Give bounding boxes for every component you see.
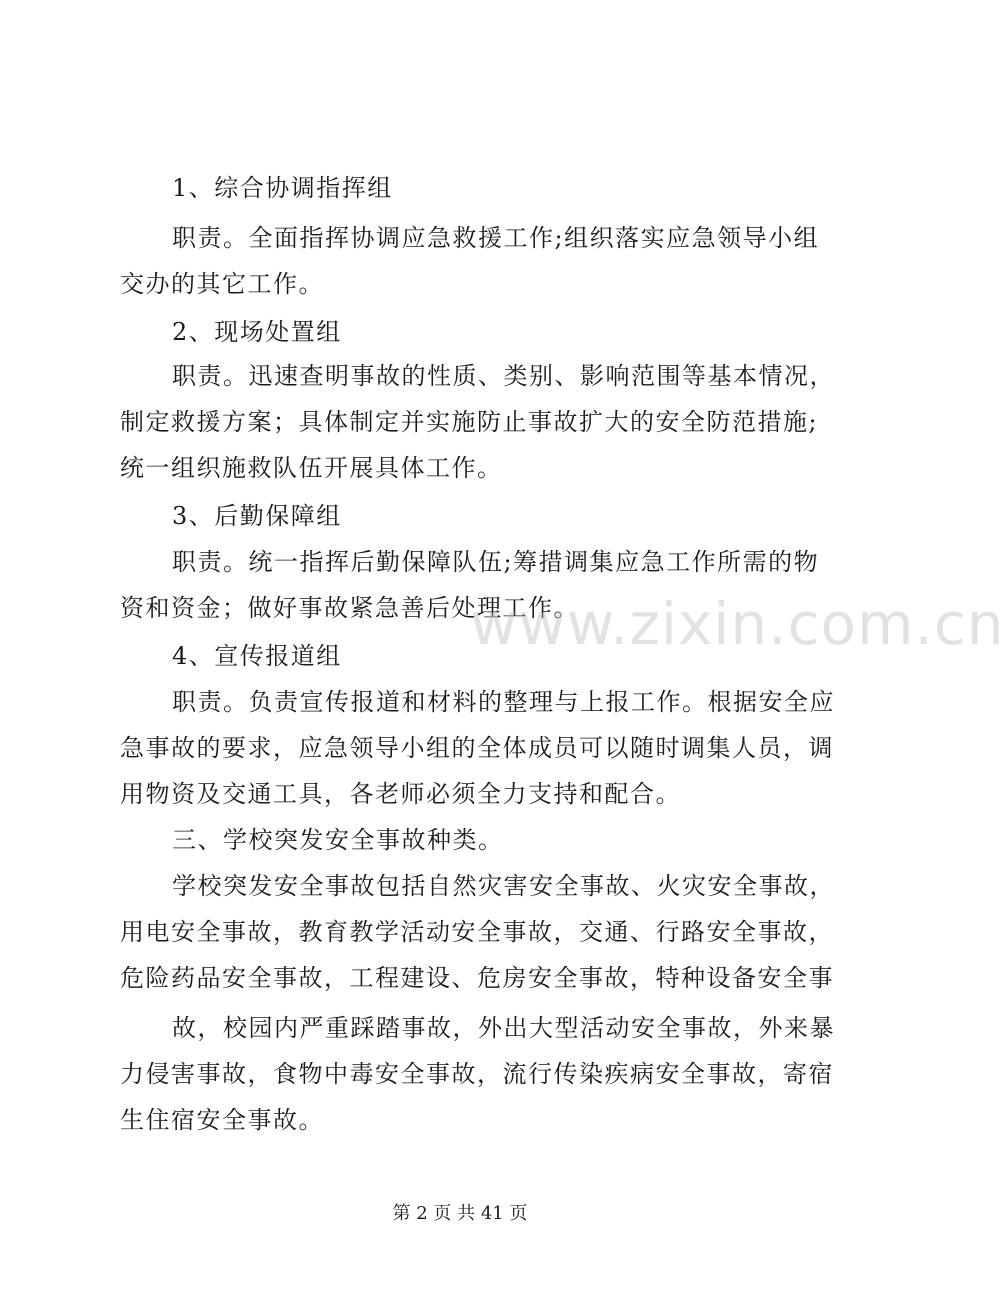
paragraph-line: 故，校园内严重踩踏事故，外出大型活动安全事故，外来暴: [172, 1014, 835, 1042]
section-heading-three: 三、学校突发安全事故种类。: [172, 826, 504, 854]
paragraph-line: 学校突发安全事故包括自然灾害安全事故、火灾安全事故，: [172, 872, 835, 900]
paragraph-line: 力侵害事故，食物中毒安全事故，流行传染疾病安全事故，寄宿: [120, 1060, 834, 1088]
section-heading-2: 2、现场处置组: [172, 318, 342, 346]
page-footer: 第 2 页 共 41 页: [392, 1203, 528, 1224]
paragraph-line: 职责。全面指挥协调应急救援工作;组织落实应急领导小组: [172, 224, 820, 252]
section-heading-4: 4、宣传报道组: [172, 642, 342, 670]
paragraph-line: 生住宿安全事故。: [120, 1106, 324, 1134]
paragraph-line: 急事故的要求，应急领导小组的全体成员可以随时调集人员，调: [120, 734, 834, 762]
paragraph-line: 资和资金；做好事故紧急善后处理工作。: [120, 594, 579, 622]
section-heading-3: 3、后勤保障组: [172, 502, 342, 530]
paragraph-line: 职责。迅速查明事故的性质、类别、影响范围等基本情况，: [172, 362, 835, 390]
paragraph-line: 交办的其它工作。: [120, 270, 324, 298]
paragraph-line: 用电安全事故，教育教学活动安全事故，交通、行路安全事故，: [120, 918, 834, 946]
paragraph-line: 制定救援方案；具体制定并实施防止事故扩大的安全防范措施;: [120, 408, 819, 436]
paragraph-line: 危险药品安全事故，工程建设、危房安全事故，特种设备安全事: [120, 964, 834, 992]
paragraph-line: 职责。负责宣传报道和材料的整理与上报工作。根据安全应: [172, 688, 835, 716]
paragraph-line: 统一组织施救队伍开展具体工作。: [120, 454, 503, 482]
paragraph-line: 职责。统一指挥后勤保障队伍;筹措调集应急工作所需的物: [172, 548, 820, 576]
section-heading-1: 1、综合协调指挥组: [172, 174, 393, 202]
paragraph-line: 用物资及交通工具，各老师必须全力支持和配合。: [120, 780, 681, 808]
watermark-text: www.zixin.com.cn: [470, 590, 1005, 658]
